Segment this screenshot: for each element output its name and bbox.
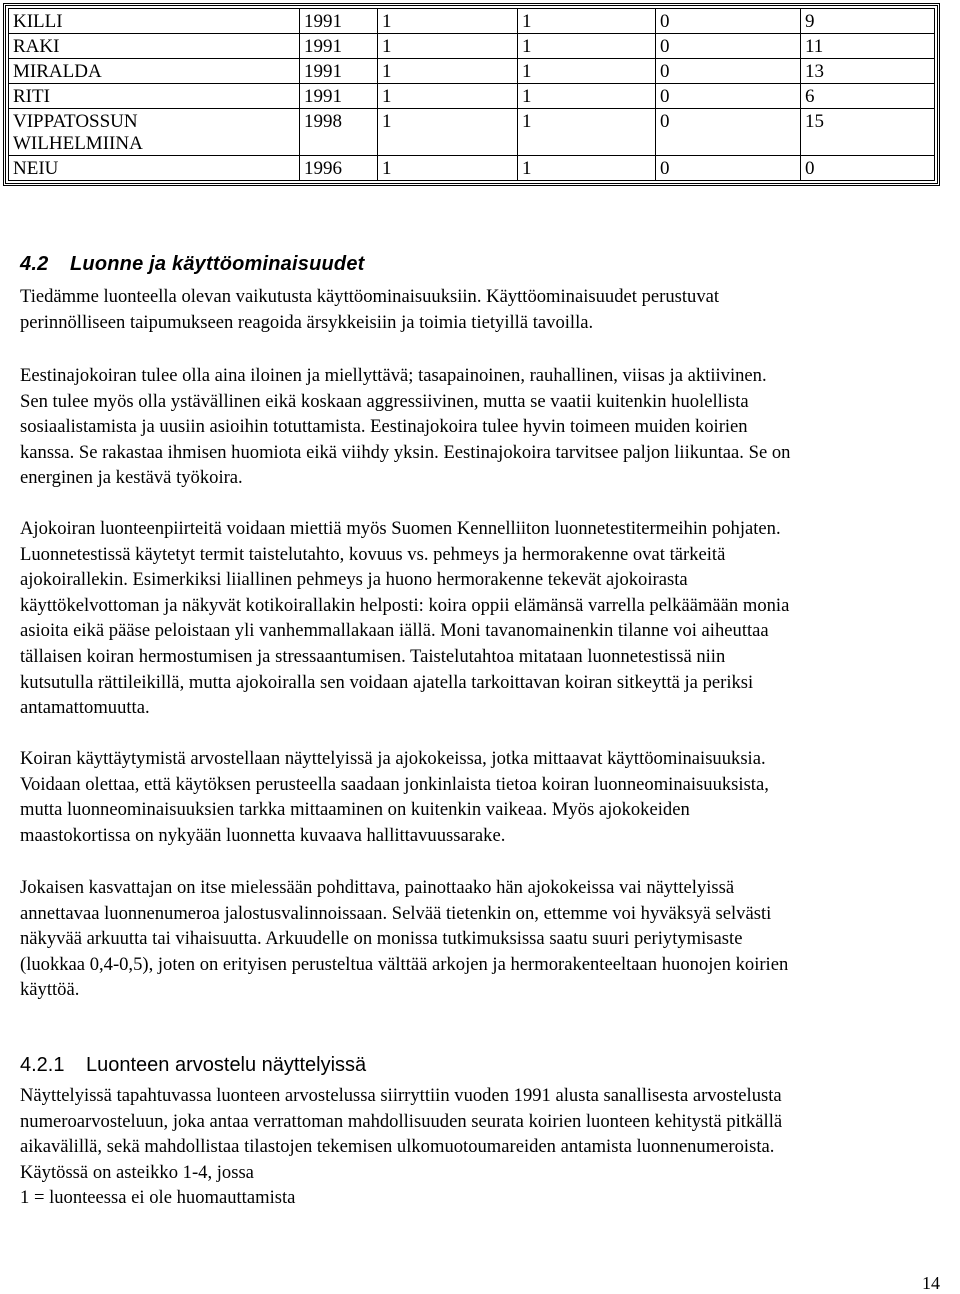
paragraph-line: tällaisen koiran hermostumisen ja stressaantumisen. Taistelutahtoa mitataan luonnetestissä niin (20, 645, 726, 667)
table-cell: NEIU (9, 156, 300, 181)
table-cell: 1 (378, 156, 518, 181)
table-row (9, 9, 935, 34)
table-cell: 1 (518, 156, 656, 181)
paragraph-line: antamattomuutta. (20, 697, 150, 719)
paragraph-character-test (20, 516, 938, 721)
paragraph-line: energinen ja kestävä työkoira. (20, 467, 243, 489)
table-cell: 0 (656, 156, 801, 181)
table-cell: KILLI (9, 9, 300, 34)
paragraph-line: aikavälillä, sekä mahdollistaa tilastojen tekemisen ulkomuotoumareiden antamista luonnenumeroista. (20, 1136, 775, 1158)
dog-results-table-frame (3, 3, 940, 186)
section-title: Luonne ja käyttöominaisuudet (70, 253, 365, 275)
paragraph-line: Ajokoiran luonteenpiirteitä voidaan miettiä myös Suomen Kennelliiton luonnetestitermeihin pohjaten. (20, 518, 781, 539)
table-cell: 0 (656, 34, 801, 59)
table-cell: 1 (518, 9, 656, 34)
table-cell: 9 (801, 9, 935, 34)
table-cell: 1 (378, 34, 518, 59)
table-cell: MIRALDA (9, 59, 300, 84)
paragraph-line: näkyvää arkuutta tai vihaisuutta. Arkuudelle on monissa tutkimuksissa saatu suuri periytymisaste (20, 928, 743, 950)
table-cell: 1991 (300, 9, 378, 34)
table-cell: RAKI (9, 34, 300, 59)
table-cell: 1 (518, 59, 656, 84)
table-cell: 13 (801, 59, 935, 84)
paragraph-behaviour (20, 746, 938, 848)
paragraph-line: asioita eikä pääse peloistaan yli vanhemmallakaan iällä. Moni tavanomainenkin tilanne voi aiheuttaa (20, 620, 769, 642)
table-cell: 1 (518, 84, 656, 109)
table-cell: 1998 (300, 109, 378, 156)
paragraph-line: 1 = luonteessa ei ole huomauttamista (20, 1187, 296, 1209)
table-cell: 6 (801, 84, 935, 109)
table-cell: 1 (518, 109, 656, 156)
table-cell: 1991 (300, 34, 378, 59)
paragraph-line: käyttöä. (20, 979, 80, 1001)
table-cell: 1996 (300, 156, 378, 181)
table-cell: 0 (656, 9, 801, 34)
table-cell: 1991 (300, 59, 378, 84)
paragraph-line: Käytössä on asteikko 1-4, jossa (20, 1161, 254, 1183)
paragraph-line: kanssa. Se rakastaa ihmisen huomiota eikä viihdy yksin. Eestinajokoira tarvitsee paljon liikuntaa. Se on (20, 441, 791, 463)
section-number: 4.2 (20, 253, 49, 275)
paragraph-breeder (20, 875, 938, 1003)
table-cell: 0 (656, 84, 801, 109)
paragraph-line: Jokaisen kasvattajan on itse mielessään pohdittava, painottaako hän ajokokeissa vai näyttelyissä (20, 877, 735, 898)
paragraph-line: Sen tulee myös olla ystävällinen eikä koskaan aggressiivinen, mutta se vaatii kuitenkin huolellista (20, 390, 749, 412)
table-row (9, 34, 935, 59)
table-cell: VIPPATOSSUN WILHELMIINA (9, 109, 300, 156)
table-cell: 0 (656, 59, 801, 84)
paragraph-line: ajokoirallekin. Esimerkiksi liiallinen pehmeys ja huono hermorakenne tekevät ajokoirasta (20, 569, 688, 591)
table-cell: 11 (801, 34, 935, 59)
table-cell: 1 (378, 9, 518, 34)
paragraph-line: numeroarvosteluun, joka antaa verrattoman mahdollisuuden seurata koirien luonteen kehitystä pitkällä (20, 1110, 783, 1132)
paragraph-line: Näyttelyissä tapahtuvassa luonteen arvostelussa siirryttiin vuoden 1991 alusta sanallisesta arvostelusta (20, 1085, 782, 1106)
paragraph-line: annettavaa luonnenumeroa jalostusvalinnoissaan. Selvää tietenkin on, ettemme voi hyväksyä selvästi (20, 902, 772, 924)
paragraph-intro (20, 284, 938, 335)
paragraph-line: (luokkaa 0,4-0,5), joten on erityisen perusteltua välttää arkojen ja hermorakenteeltaan huonojen koirien (20, 953, 789, 975)
table-cell: RITI (9, 84, 300, 109)
subsection-number: 4.2.1 (20, 1054, 65, 1076)
table-cell: 1 (518, 34, 656, 59)
paragraph-line: Eestinajokoiran tulee olla aina iloinen ja miellyttävä; tasapainoinen, rauhallinen, viisas ja aktiivinen. (20, 365, 767, 386)
table-cell: 0 (801, 156, 935, 181)
table-cell: 0 (656, 109, 801, 156)
table-cell: 1 (378, 59, 518, 84)
paragraph-line: perinnölliseen taipumukseen reagoida ärsykkeisiin ja toimia tietyillä tavoilla. (20, 311, 594, 333)
table-row (9, 109, 935, 156)
subsection-heading (20, 1054, 366, 1077)
table-row (9, 156, 935, 181)
paragraph-line: Tiedämme luonteella olevan vaikutusta käyttöominaisuuksiin. Käyttöominaisuudet perustuvat (20, 286, 720, 307)
paragraph-line: Luonnetestissä käytetyt termit taistelutahto, kovuus vs. pehmeys ja hermorakenne ovat tärkeitä (20, 543, 726, 565)
paragraph-line: käyttökelvottoman ja näkyvät kotikoirallakin helposti: koira oppii elämänsä varrella pelkäämään monia (20, 594, 790, 616)
paragraph-line: Koiran käyttäytymistä arvostellaan näyttelyissä ja ajokokeissa, jotka mittaavat käyttöominaisuuksia. (20, 748, 766, 769)
paragraph-show-evaluation (20, 1083, 938, 1211)
table-row (9, 84, 935, 109)
dog-results-table (8, 8, 935, 181)
paragraph-temperament (20, 363, 938, 491)
paragraph-line: maastokortissa on nykyään luonnetta kuvaava hallittavuussarake. (20, 824, 506, 846)
table-cell: 15 (801, 109, 935, 156)
page-number: 14 (922, 1273, 940, 1293)
dog-results-table-body (9, 9, 935, 181)
table-cell: 1 (378, 109, 518, 156)
table-cell: 1991 (300, 84, 378, 109)
subsection-title: Luonteen arvostelu näyttelyissä (86, 1054, 367, 1076)
paragraph-line: mutta luonneominaisuuksien tarkka mittaaminen on kuitenkin vaikeaa. Myös ajokokeiden (20, 799, 690, 821)
paragraph-line: kutsutulla rättileikillä, mutta ajokoiralla sen voidaan ajatella tarkoittavan koiran sitkeyttä ja periksi (20, 671, 754, 693)
section-heading (20, 253, 365, 276)
table-row (9, 59, 935, 84)
table-cell: 1 (378, 84, 518, 109)
paragraph-line: Voidaan olettaa, että käytöksen perusteella saadaan jonkinlaista tietoa koiran luonneominaisuuksista, (20, 773, 769, 795)
paragraph-line: sosiaalistamista ja uusiin asioihin totuttamista. Eestinajokoira tulee hyvin toimeen muiden koirien (20, 416, 748, 438)
